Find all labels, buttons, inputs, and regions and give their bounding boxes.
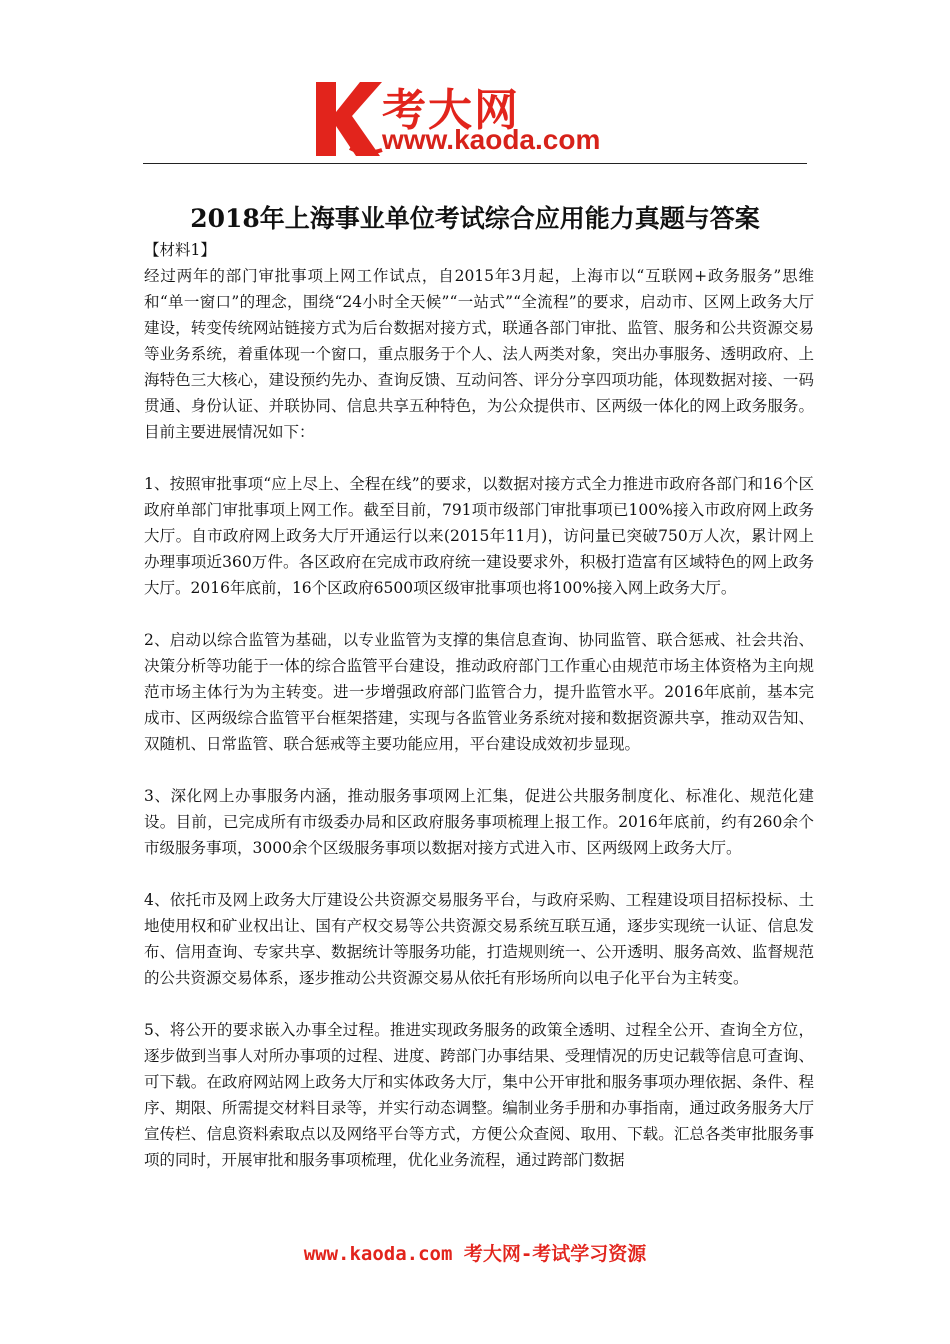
logo-title: 考大网 [382, 85, 520, 136]
paragraph-4: 4、依托市及网上政务大厅建设公共资源交易服务平台，与政府采购、工程建设项目招标投标、土地使用权和矿业权出让、国有产权交易等公共资源交易系统互联互通，逐步实现统一认证、信息发布、信用查询、专家共享、数据统计等服务功能，打造规则统一、公开透明、服务高效、监督规范的公共资源交易体系，逐步推动公共资源交易从依托有形场所向以电子化平台为主转变。 [144, 891, 814, 987]
paragraph-2: 2、启动以综合监管为基础，以专业监管为支撑的集信息查询、协同监管、联合惩戒、社会共治、决策分析等功能于一体的综合监管平台建设，推动政府部门工作重心由规范市场主体资格为主向规范市场主体行为为主转变。进一步增强政府部门监管合力，提升监管水平。2016年底前，基本完成市、区两级综合监管平台框架搭建，实现与各监管业务系统对接和数据资源共享，推动双告知、双随机、日常监管、联合惩戒等主要功能应用，平台建设成效初步显现。 [144, 631, 814, 753]
document-body [144, 237, 814, 1173]
header-divider [143, 163, 807, 164]
logo-url: www.kaoda.com [382, 124, 601, 155]
kaoda-logo [312, 78, 642, 160]
paragraph-intro: 经过两年的部门审批事项上网工作试点，自2015年3月起，上海市以“互联网+政务服务”思维和“单一窗口”的理念，围绕“24小时全天候”“一站式”“全流程”的要求，启动市、区网上政务大厅建设，转变传统网站链接方式为后台数据对接方式，联通各部门审批、监管、服务和公共资源交易等业务系统，着重体现一个窗口，重点服务于个人、法人两类对象，突出办事服务、透明政府、上海特色三大核心，建设预约先办、查询反馈、互动问答、评分分享四项功能，体现数据对接、一码贯通、身份认证、并联协同、信息共享五种特色，为公众提供市、区两级一体化的网上政务服务。目前主要进展情况如下： [144, 267, 814, 441]
document-title: 2018年上海事业单位考试综合应用能力真题与答案 [190, 203, 760, 233]
paragraph-3: 3、深化网上办事服务内涵，推动服务事项网上汇集，促进公共服务制度化、标准化、规范化建设。目前，已完成所有市级委办局和区政府服务事项梳理上报工作。2016年底前，约有260余个市级服务事项，3000余个区级服务事项以数据对接方式进入市、区两级网上政务大厅。 [144, 787, 814, 857]
material-label: 【材料1】 [144, 241, 216, 259]
paragraph-1: 1、按照审批事项“应上尽上、全程在线”的要求，以数据对接方式全力推进市政府各部门和16个区政府单部门审批事项上网工作。截至目前，791项市级部门审批事项已100%接入市政府网上政务大厅。自市政府网上政务大厅开通运行以来(2015年11月)，访问量已突破750万人次，累计网上办理事项近360万件。各区政府在完成市政府统一建设要求外，积极打造富有区域特色的网上政务大厅。2016年底前，16个区政府6500项区级审批事项也将100%接入网上政务大厅。 [144, 475, 814, 597]
paragraph-5: 5、将公开的要求嵌入办事全过程。推进实现政务服务的政策全透明、过程全公开、查询全方位，逐步做到当事人对所办事项的过程、进度、跨部门办事结果、受理情况的历史记载等信息可查询、可下载。在政府网站网上政务大厅和实体政务大厅，集中公开审批和服务事项办理依据、条件、程序、期限、所需提交材料目录等，并实行动态调整。编制业务手册和办事指南，通过政务服务大厅宣传栏、信息资料索取点以及网络平台等方式，方便公众查阅、取用、下载。汇总各类审批服务事项的同时，开展审批和服务事项梳理，优化业务流程，通过跨部门数据 [144, 1021, 814, 1169]
k-logo-icon [312, 78, 386, 158]
footer-text: www.kaoda.com 考大网-考试学习资源 [303, 1243, 647, 1265]
